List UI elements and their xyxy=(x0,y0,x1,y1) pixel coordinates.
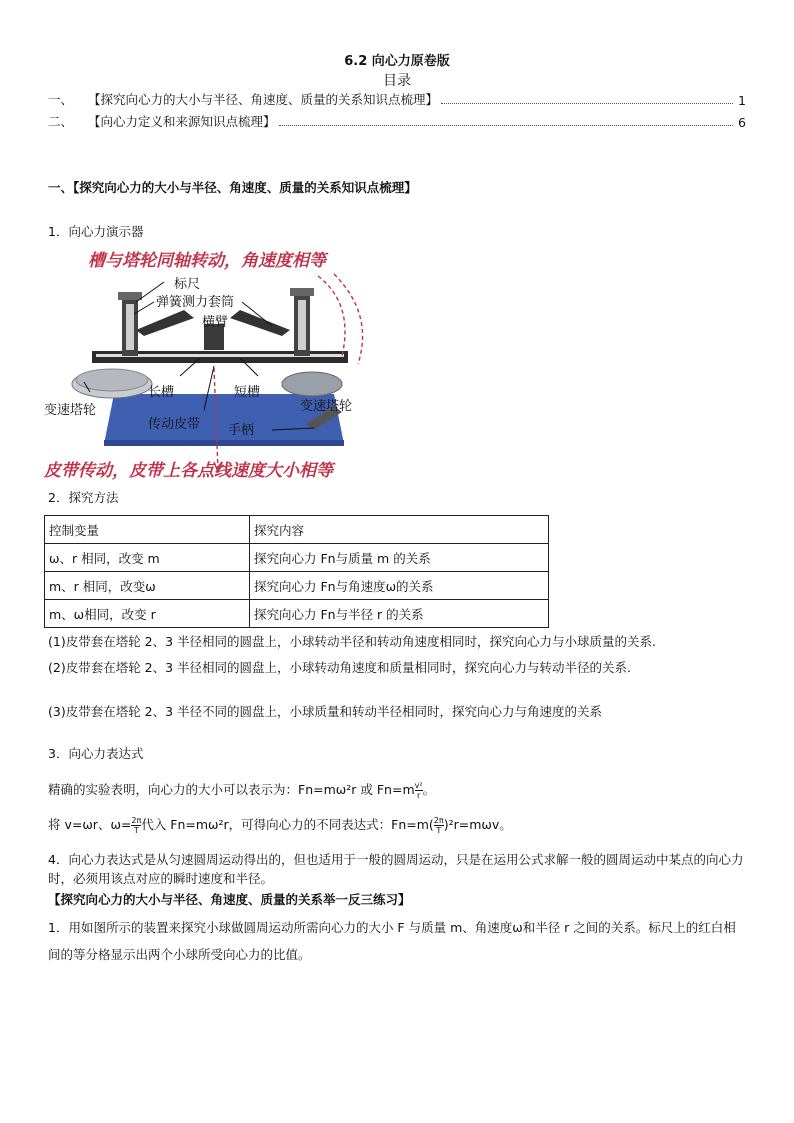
fraction-2pi-T xyxy=(131,816,141,835)
section-heading: 一、【探究向心力的大小与半径、角速度、质量的关系知识点梳理】 xyxy=(48,180,417,195)
toc-number: 二、 xyxy=(48,114,74,129)
toc-entry[interactable] xyxy=(48,92,746,108)
toc-entry[interactable] xyxy=(48,114,746,130)
label-wheel-left: 变速塔轮 xyxy=(44,403,97,418)
formula2-right: )²r=mωv。 xyxy=(443,817,512,832)
formula-a: Fn=mω²r xyxy=(298,782,357,797)
note-2: (2)皮带套在塔轮 2、3 半径相同的圆盘上，小球转动角速度和质量相同时，探究向心力与转动半径的关系. xyxy=(48,660,632,675)
item-1-heading: 1．向心力演示器 xyxy=(48,224,144,239)
fraction-2pi-T-b xyxy=(434,816,444,835)
item-2-heading: 2．探究方法 xyxy=(48,490,119,505)
fraction-num: 2π xyxy=(433,816,444,825)
toc-leader xyxy=(279,125,733,126)
fraction-den: r xyxy=(415,790,423,800)
table-cell: m、r 相同，改变ω xyxy=(45,572,250,600)
toc-text: 【向心力定义和来源知识点梳理】 xyxy=(88,114,276,129)
document-title: 6.2 向心力原卷版 xyxy=(344,54,450,69)
fraction-num: v² xyxy=(414,781,423,790)
label-spring-sleeve: 弹簧测力套筒 xyxy=(156,295,235,310)
note-belt: 皮带传动，皮带上各点线速度大小相等 xyxy=(44,461,333,481)
label-handle: 手柄 xyxy=(228,423,255,438)
note-3: (3)皮带套在塔轮 2、3 半径不同的圆盘上，小球质量和转动半径相同时，探究向心力与角速度的关系 xyxy=(48,704,603,719)
table-header-row xyxy=(45,516,549,544)
fraction-v2-r xyxy=(415,781,423,800)
formula2-mid: 代入 Fn=mω²r，可得向心力的不同表达式： xyxy=(141,817,392,832)
table-cell: m、ω相同，改变 r xyxy=(45,600,250,628)
table-row xyxy=(45,572,549,600)
table-cell: ω、r 相同，改变 m xyxy=(45,544,250,572)
table-row xyxy=(45,544,549,572)
table-header: 探究内容 xyxy=(250,516,549,544)
fraction-den: T xyxy=(131,825,141,835)
label-short-slot: 短槽 xyxy=(234,385,261,400)
formula2-pre: 将 v=ωr、ω= xyxy=(48,817,132,832)
note-coaxial: 槽与塔轮同轴转动，角速度相等 xyxy=(88,251,326,271)
toc-text: 【探究向心力的大小与半径、角速度、质量的关系知识点梳理】 xyxy=(88,92,439,107)
note-1: (1)皮带套在塔轮 2、3 半径相同的圆盘上，小球转动半径和转动角速度相同时，探究向心力与小球质量的关系. xyxy=(48,634,657,649)
table-cell: 探究向心力 Fn与半径 r 的关系 xyxy=(250,600,549,628)
item-4-paragraph: 4．向心力表达式是从匀速圆周运动得出的，但也适用于一般的圆周运动，只是在运用公式求解一般的圆周运动中某点的向心力时，必须用该点对应的瞬时速度和半径。 xyxy=(48,852,744,886)
item-3-heading: 3．向心力表达式 xyxy=(48,746,144,761)
demonstrator-illustration xyxy=(44,244,384,480)
toc-page: 6 xyxy=(738,115,746,130)
label-ruler: 标尺 xyxy=(174,277,201,292)
fraction-num: 2π xyxy=(131,816,142,825)
right-pulley xyxy=(282,372,342,396)
label-wheel-right: 变速塔轮 xyxy=(300,399,353,414)
question-1: 1．用如图所示的装置来探究小球做圆周运动所需向心力的大小 F 与质量 m、角速度ω和半径 r 之间的关系。标尺上的红白相间的等分格显示出两个小球所受向心力的比值。 xyxy=(48,920,736,962)
demonstrator-figure xyxy=(44,244,384,480)
table-header: 控制变量 xyxy=(45,516,250,544)
toc-number: 一、 xyxy=(48,92,74,107)
table-cell: 探究向心力 Fn与角速度ω的关系 xyxy=(250,572,549,600)
formula-end: 。 xyxy=(422,782,436,797)
formula-line-1 xyxy=(48,780,435,800)
formula-line-2 xyxy=(48,814,512,836)
toc-leader xyxy=(441,103,733,104)
table-cell: 探究向心力 Fn与质量 m 的关系 xyxy=(250,544,549,572)
label-arm: 横臂 xyxy=(202,315,229,330)
toc-heading: 目录 xyxy=(383,73,411,89)
practice-heading: 【探究向心力的大小与半径、角速度、质量的关系举一反三练习】 xyxy=(48,892,411,907)
formula-b-left: Fn=m xyxy=(376,782,415,797)
label-long-slot: 长槽 xyxy=(148,385,175,400)
method-table xyxy=(44,515,549,628)
formula-intro: 精确的实验表明，向心力的大小可以表示为： xyxy=(48,782,299,797)
table-row xyxy=(45,600,549,628)
formula-or: 或 xyxy=(356,782,377,797)
fraction-den: T xyxy=(434,825,444,835)
label-belt: 传动皮带 xyxy=(148,417,201,432)
formula2-left: Fn=m( xyxy=(391,817,434,832)
toc-page: 1 xyxy=(738,93,746,108)
